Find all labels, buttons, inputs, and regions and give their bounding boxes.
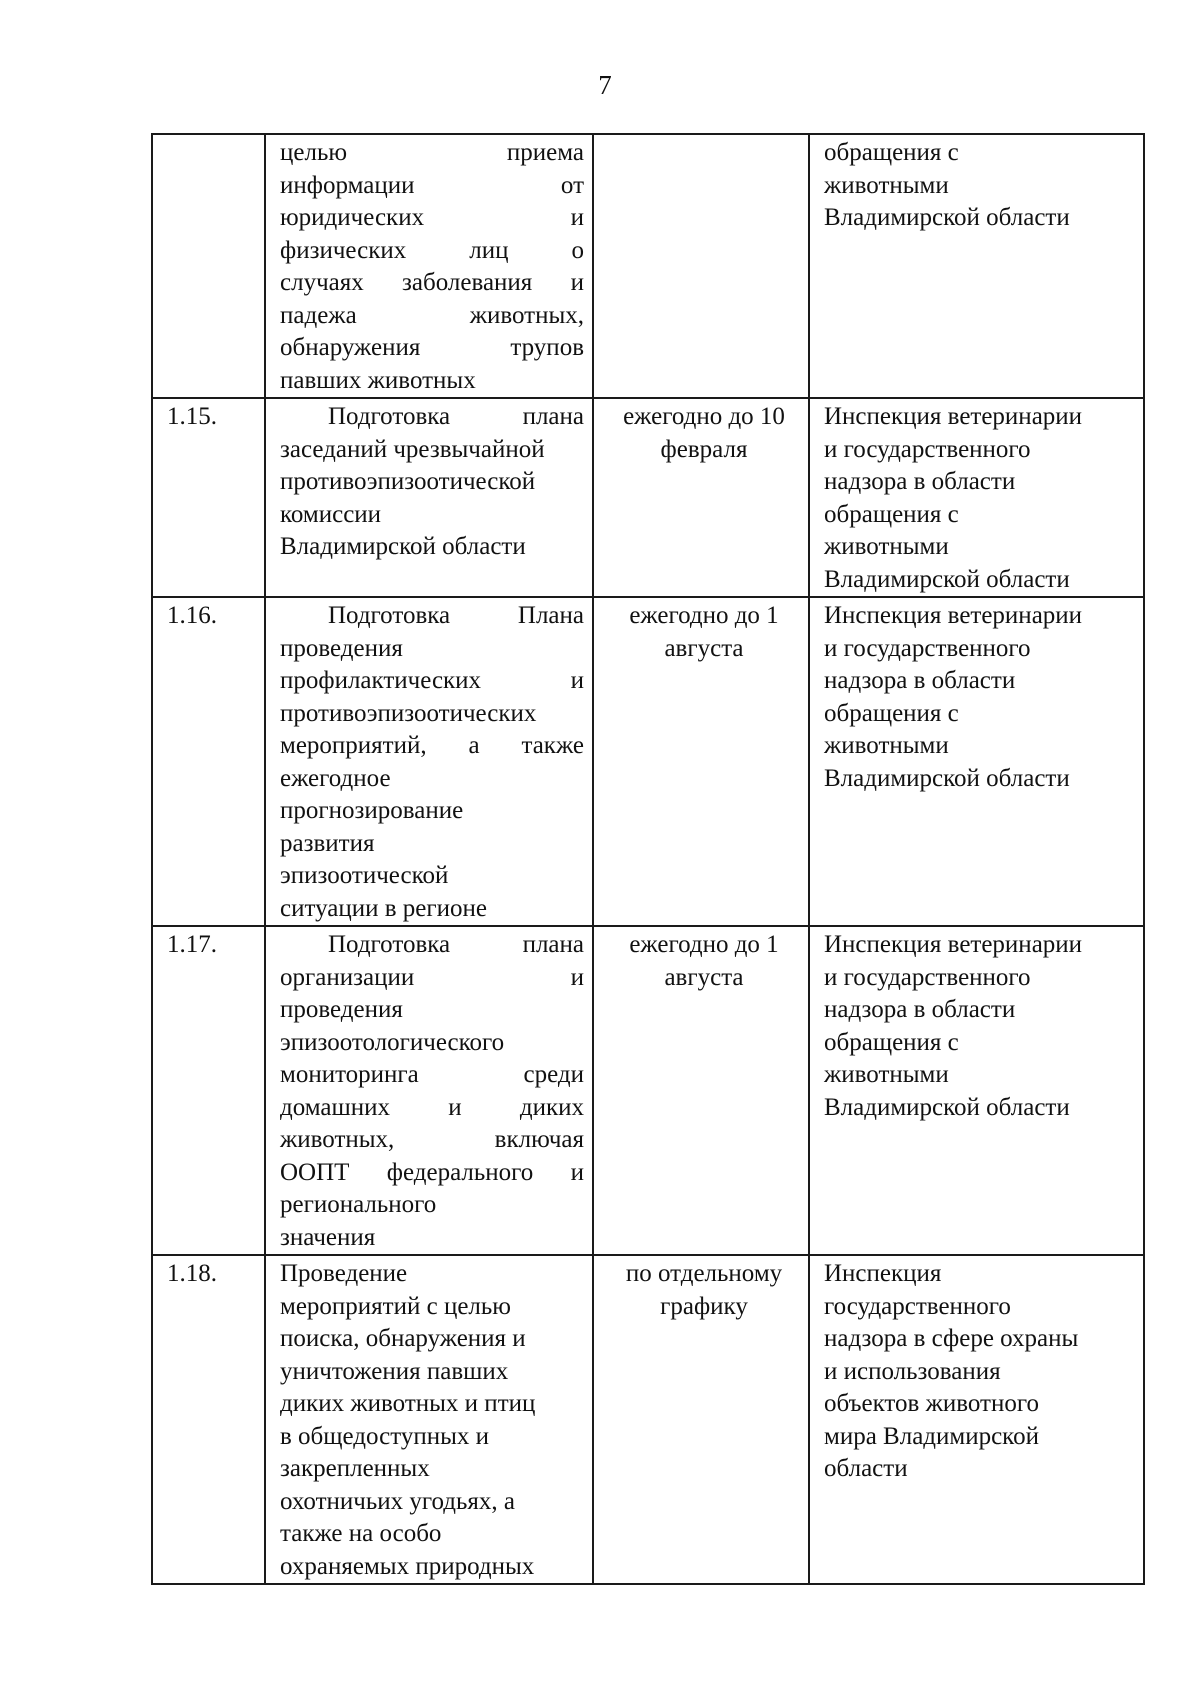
activity-line: прогнозирование [280, 797, 464, 824]
responsible-line: объектов животного [824, 1390, 1039, 1417]
responsible-line: надзора в области [824, 468, 1016, 495]
activity-line: уничтожения павших [280, 1357, 509, 1385]
activity-line: эпизоотической [280, 862, 449, 889]
activity-cell [265, 926, 593, 1255]
activity-line: эпизоотологического [280, 1028, 505, 1056]
activity-line: охраняемых природных [280, 1552, 535, 1580]
page-number: 7 [598, 70, 612, 100]
table-row [152, 597, 1144, 926]
activity-cell [265, 398, 593, 597]
table-row [152, 1255, 1144, 1584]
responsible-line: надзора в сфере охраны [824, 1325, 1079, 1352]
responsible-line: Владимирской области [824, 764, 1070, 792]
table-row [152, 926, 1144, 1255]
activity-line: ситуации в регионе [280, 894, 487, 922]
responsible-line: области [824, 1455, 908, 1482]
activity-line: юридических и [280, 204, 584, 231]
item-number-cell: 1.18. [152, 1255, 265, 1584]
responsible-line: и государственного [824, 963, 1031, 991]
deadline-line: графику [660, 1292, 748, 1320]
activity-line: падежа животных, [280, 301, 584, 329]
responsible-line: и использования [824, 1357, 1001, 1385]
responsible-cell [809, 597, 1144, 926]
activity-cell [265, 134, 593, 398]
table-row [152, 134, 1144, 398]
item-number-cell: 1.17. [152, 926, 265, 1255]
deadline-line: августа [664, 634, 744, 662]
activity-line: организации и [280, 963, 584, 991]
responsible-cell [809, 398, 1144, 597]
deadline-line: ежегодно до 1 [629, 931, 779, 958]
deadline-line: ежегодно до 1 [629, 602, 779, 629]
activity-line: профилактических и [280, 667, 584, 694]
activity-table [151, 133, 1145, 1585]
activity-line: регионального [280, 1191, 437, 1218]
activity-cell [265, 597, 593, 926]
responsible-line: обращения с [824, 699, 959, 727]
responsible-line: обращения с [824, 1028, 959, 1056]
activity-line: домашних и диких [280, 1093, 584, 1121]
activity-line: Подготовка плана [328, 931, 584, 958]
activity-line: мероприятий, а также [280, 732, 584, 759]
activity-line: в общедоступных и [280, 1422, 490, 1450]
activity-line: поиска, обнаружения и [280, 1325, 526, 1352]
activity-line: проведения [280, 996, 403, 1023]
activity-line: обнаружения трупов [280, 334, 584, 361]
responsible-cell [809, 926, 1144, 1255]
responsible-line: животными [824, 732, 949, 759]
activity-line: Подготовка плана [328, 403, 584, 430]
activity-line: павших животных [280, 366, 476, 394]
activity-line: информации от [280, 171, 584, 199]
deadline-cell [593, 398, 809, 597]
activity-line: Подготовка Плана [328, 602, 584, 629]
responsible-line: мира Владимирской [824, 1422, 1039, 1450]
activity-line: диких животных и птиц [280, 1390, 536, 1417]
item-number-cell: 1.16. [152, 597, 265, 926]
responsible-line: Инспекция [824, 1260, 942, 1287]
activity-line: Проведение [280, 1260, 408, 1287]
responsible-line: Владимирской области [824, 565, 1070, 593]
activity-line: Владимирской области [280, 533, 526, 560]
activity-line: заседаний чрезвычайной [280, 435, 545, 463]
responsible-line: Инспекция ветеринарии [824, 403, 1083, 430]
activity-line: значения [280, 1223, 376, 1251]
responsible-line: государственного [824, 1292, 1011, 1320]
deadline-line: августа [664, 963, 744, 991]
activity-line: целью приема [280, 139, 584, 166]
activity-line: мероприятий с целью [280, 1292, 511, 1320]
responsible-line: надзора в области [824, 667, 1016, 694]
item-number-cell: 1.15. [152, 398, 265, 597]
activity-line: животных, включая [280, 1126, 584, 1153]
activity-line: также на особо [280, 1520, 442, 1547]
responsible-line: и государственного [824, 634, 1031, 662]
responsible-line: Владимирской области [824, 1093, 1070, 1121]
table-row [152, 398, 1144, 597]
responsible-line: обращения с [824, 139, 959, 166]
activity-cell [265, 1255, 593, 1584]
activity-line: противоэпизоотических [280, 699, 537, 727]
deadline-line: февраля [660, 435, 748, 463]
activity-line: случаях заболевания и [280, 269, 584, 296]
responsible-line: животными [824, 533, 949, 560]
responsible-line: животными [824, 1061, 949, 1088]
responsible-line: надзора в области [824, 996, 1016, 1023]
activity-line: ООПТ федерального и [280, 1158, 584, 1186]
activity-line: закрепленных [280, 1455, 430, 1482]
responsible-cell [809, 134, 1144, 398]
activity-line: комиссии [280, 500, 382, 528]
deadline-cell [593, 926, 809, 1255]
activity-line: охотничьих угодьях, а [280, 1487, 516, 1515]
activity-line: противоэпизоотической [280, 468, 536, 495]
deadline-cell [593, 597, 809, 926]
responsible-line: и государственного [824, 435, 1031, 463]
responsible-line: Инспекция ветеринарии [824, 931, 1083, 958]
deadline-line: по отдельному [625, 1260, 783, 1287]
responsible-line: Владимирской области [824, 204, 1070, 231]
activity-line: развития [280, 829, 375, 857]
activity-line: ежегодное [280, 764, 391, 792]
responsible-cell [809, 1255, 1144, 1584]
activity-line: физических лиц о [280, 236, 584, 264]
responsible-line: обращения с [824, 500, 959, 528]
deadline-cell [593, 134, 809, 398]
activity-line: мониторинга среди [280, 1061, 584, 1088]
deadline-line: ежегодно до 10 [623, 403, 785, 430]
activity-line: проведения [280, 634, 403, 662]
item-number-cell [152, 134, 265, 398]
responsible-line: Инспекция ветеринарии [824, 602, 1083, 629]
deadline-cell [593, 1255, 809, 1584]
table-body [152, 134, 1144, 1584]
responsible-line: животными [824, 171, 949, 199]
